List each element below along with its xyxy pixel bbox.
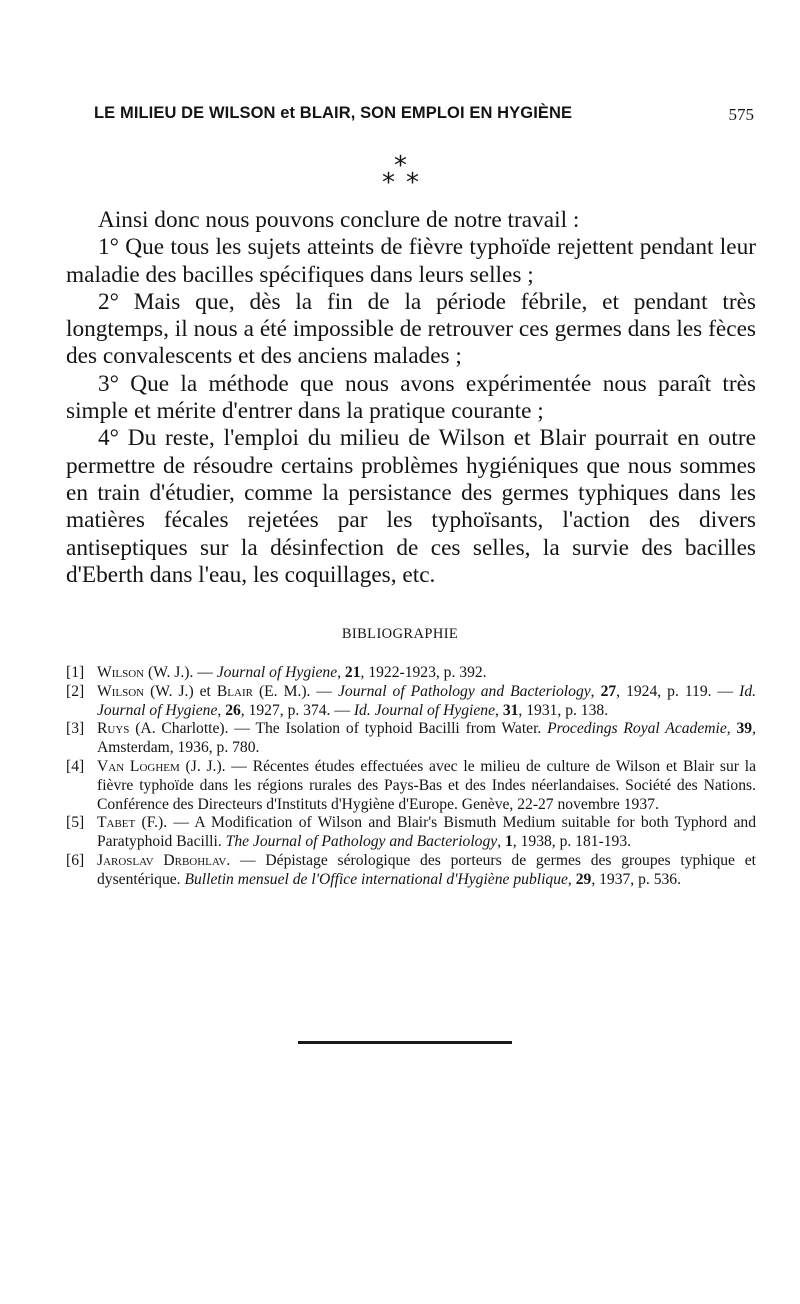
reference-item: [5] Tabet (F.). — A Modification of Wilson and Blair's Bismuth Medium suitable for both Typhord and Paratyphoid Bacilli. The Journal of Pathology and Bacteriology, 1, 1938, p. 181-193. bbox=[66, 814, 756, 851]
reference-volume: 21 bbox=[344, 664, 361, 681]
reference-text: . — Dépistage sérologique des porteurs de germes des groupes typhique et dysentérique. bbox=[97, 851, 756, 888]
conclusion-point-2: 2° Mais que, dès la fin de la période fébrile, et pendant très longtemps, il nous a été impossible de retrouver ces germes dans les fèces des convalescents et des anciens malades ; bbox=[66, 288, 756, 370]
conclusion-intro: Ainsi donc nous pouvons conclure de notre travail : bbox=[98, 207, 580, 233]
reference-text: (E. M.). — bbox=[252, 682, 339, 700]
asterism-star: * bbox=[382, 168, 395, 198]
reference-text: (F.). — A Modification of Wilson and Blair's Bismuth Medium suitable for both Typhord and Paratyphoid Bacilli. bbox=[97, 814, 756, 851]
reference-number: [5] bbox=[66, 814, 85, 832]
reference-author: Wilson bbox=[97, 664, 145, 681]
conclusion-point-3: 3° Que la méthode que nous avons expérimentée nous paraît très simple et mérite d'entrer dans la pratique courante ; bbox=[66, 370, 756, 425]
reference-volume: 1 bbox=[505, 833, 513, 851]
reference-item: [1] Wilson (W. J.). — Journal of Hygiene, 21, 1922-1923, p. 392. bbox=[66, 664, 487, 681]
reference-text: (W. J.) et bbox=[144, 682, 217, 700]
reference-text: , 1922-1923, p. 392. bbox=[360, 664, 487, 681]
end-rule-divider bbox=[298, 1041, 512, 1044]
reference-author: Blair bbox=[216, 682, 253, 700]
reference-text: (A. Charlotte). — The Isolation of typhoid Bacilli from Water. bbox=[129, 720, 548, 738]
reference-volume: 29 bbox=[575, 870, 592, 888]
reference-text: , Amsterdam, 1936, p. 780. bbox=[97, 720, 756, 757]
reference-journal: Bulletin mensuel de l'Office international d'Hygiène publique bbox=[184, 870, 568, 888]
reference-number: [1] bbox=[66, 664, 85, 681]
reference-number: [4] bbox=[66, 757, 85, 775]
reference-text: , 1931, p. 138. bbox=[518, 701, 609, 719]
conclusion-section bbox=[66, 207, 756, 589]
reference-item: [3] Ruys (A. Charlotte). — The Isolation of typhoid Bacilli from Water. Procedings Royal Academie, 39, Amsterdam, 1936, p. 780. bbox=[66, 720, 756, 757]
running-head-title: LE MILIEU DE WILSON et BLAIR, SON EMPLOI EN HYGIÈNE bbox=[94, 104, 573, 122]
reference-journal: Id. Journal of Hygiene bbox=[97, 682, 757, 719]
reference-item: [2] Wilson (W. J.) et Blair (E. M.). — Journal of Pathology and Bacteriology, 27, 1924, p. 119. — Id. Journal of Hygiene, 26, 1927, p. 374. — Id. Journal of Hygiene, 31, 1931, p. 138. bbox=[66, 682, 757, 719]
reference-text: , 1938, p. 181-193. bbox=[512, 833, 632, 851]
asterism-star: * bbox=[394, 151, 407, 181]
reference-text: , 1924, p. 119. — bbox=[616, 682, 740, 700]
reference-number: [6] bbox=[66, 851, 85, 869]
reference-text: , 1937, p. 536. bbox=[591, 870, 681, 888]
reference-volume: 27 bbox=[600, 682, 617, 700]
bibliography-heading: BIBLIOGRAPHIE bbox=[341, 626, 459, 642]
reference-text: (W. J.). — bbox=[144, 664, 217, 681]
reference-number: [3] bbox=[66, 720, 85, 738]
asterism-star: * bbox=[406, 168, 419, 198]
reference-text: Récentes études effectuées avec le milieu de culture de Wilson et Blair sur la fièvre typhoïde dans les régions rurales des Pays-Bas et des Indes néerlandaises. Société des Nations. Conférence des Directeurs d'Instituts d'Hygiène d'Europe. Genève, 22-27 novembre 1937. bbox=[97, 757, 757, 813]
conclusion-point-4: 4° Du reste, l'emploi du milieu de Wilson et Blair pourrait en outre permettre de résoudre certains problèmes hygiéniques que nous sommes en train d'étudier, comme la persistance des germes typhiques dans les matières fécales rejetées par les typhoïsants, l'action des divers antiseptiques sur la désinfection de ces selles, la survie des bacilles d'Eberth dans l'eau, les coquillages, etc. bbox=[66, 425, 756, 588]
reference-journal: Journal of Hygiene bbox=[216, 664, 338, 681]
reference-number: [2] bbox=[66, 682, 85, 700]
reference-journal: The Journal of Pathology and Bacteriology bbox=[225, 833, 498, 851]
bibliography-list bbox=[66, 664, 756, 890]
reference-author: Tabet bbox=[97, 814, 136, 832]
running-head bbox=[94, 104, 754, 128]
reference-text: , 1927, p. 374. — bbox=[240, 701, 354, 719]
reference-volume: 31 bbox=[502, 701, 519, 719]
reference-volume: 39 bbox=[736, 720, 753, 738]
reference-item bbox=[66, 758, 756, 814]
conclusion-point-1: 1° Que tous les sujets atteints de fièvre typhoïde rejettent pendant leur maladie des bacilles spécifiques dans leurs selles ; bbox=[66, 234, 756, 288]
page-number: 575 bbox=[728, 105, 754, 124]
reference-item: [6] Jaroslav Drbohlav. — Dépistage sérologique des porteurs de germes des groupes typhique et dysentérique. Bulletin mensuel de l'Office international d'Hygiène publique, 29, 1937, p. 536. bbox=[66, 851, 756, 888]
reference-journal: Journal of Pathology and Bacteriology bbox=[338, 682, 591, 700]
reference-author: Ruys bbox=[97, 720, 130, 738]
reference-journal: Procedings Royal Academie bbox=[547, 720, 727, 738]
reference-author: Van Loghem bbox=[97, 757, 180, 775]
reference-author: Jaroslav Drbohlav bbox=[97, 851, 227, 869]
asterism-divider bbox=[380, 148, 424, 198]
reference-volume: 26 bbox=[225, 701, 241, 719]
reference-text: (J. J.). — bbox=[179, 757, 253, 775]
reference-journal: Id. Journal of Hygiene bbox=[353, 701, 496, 719]
reference-author: Wilson bbox=[97, 682, 145, 700]
